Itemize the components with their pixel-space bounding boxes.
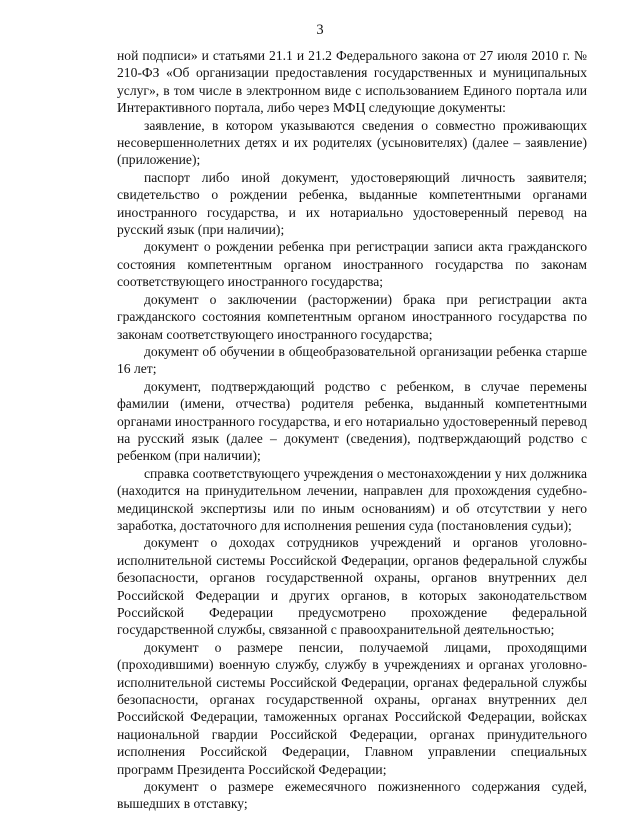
document-body <box>117 47 587 813</box>
paragraph-pension-document: документ о размере пенсии, получаемой лицами, проходящими (проходившими) военную службу, службу в учреждениях и органах уголовно-исполнительной системы Российской Федерации, органах федеральной службы безопасности, органах государственной охраны, органах внутренних дел Российской Федерации, таможенных органах Российской Федерации, войсках национальной гвардии Российской Федерации, органах принудительного исполнения Российской Федерации, Главном управлении специальных программ Президента Российской Федерации; <box>117 639 587 777</box>
page-number: 3 <box>316 22 324 38</box>
paragraph-birth-document: документ о рождении ребенка при регистрации записи акта гражданского состояния компетентным органом иностранного государства по законам соответствующего иностранного государства; <box>117 239 587 290</box>
paragraph-judges-allowance-document: документ о размере ежемесячного пожизненного содержания судей, вышедших в отставку; <box>117 779 587 812</box>
paragraph-income-document: документ о доходах сотрудников учреждений и органов уголовно-исполнительной системы Российской Федерации, органов федеральной службы безопасности, органов государственной охраны, органов внутренних дел Российской Федерации и других органов, в которых законодательством Российской Федерации предусмотрено прохождение федеральной государственной службы, связанной с правоохранительной деятельностью; <box>117 535 587 638</box>
paragraph-education-document: документ об обучении в общеобразовательной организации ребенка старше 16 лет; <box>117 343 587 377</box>
paragraph-marriage-document: документ о заключении (расторжении) брака при регистрации акта гражданского состояния компетентным органом иностранного государства по законам соответствующего иностранного государства; <box>117 291 587 342</box>
paragraph-institution-certificate: справка соответствующего учреждения о местонахождении у них должника (находится на принудительном лечении, направлен для прохождения судебно-медицинской экспертизы или по иным основаниям) и об отсутствии у него заработка, достаточного для исполнения решения суда (постановления судьи); <box>117 465 587 533</box>
paragraph-application: заявление, в котором указываются сведения о совместно проживающих несовершеннолетних детях и их родителях (усыновителях) (далее – заявление) (приложение); <box>117 117 587 168</box>
paragraph-continuation: ной подписи» и статьями 21.1 и 21.2 Федерального закона от 27 июля 2010 г. № 210-ФЗ «Об организации предоставления государственных и муниципальных услуг», в том числе в электронном виде с использованием Единого портала или Интерактивного портала, либо через МФЦ следующие документы: <box>117 48 587 116</box>
paragraph-kinship-document: документ, подтверждающий родство с ребенком, в случае перемены фамилии (имени, отчества) родителя ребенка, выданный компетентными органами иностранного государства, и его нотариально удостоверенный перевод на русский язык (далее – документ (сведения), подтверждающий родство с ребенком (при наличии); <box>117 378 587 464</box>
paragraph-passport: паспорт либо иной документ, удостоверяющий личность заявителя; свидетельство о рождении ребенка, выданные компетентными органами иностранного государства, и их нотариально удостоверенный перевод на русский язык (при наличии); <box>117 169 587 238</box>
